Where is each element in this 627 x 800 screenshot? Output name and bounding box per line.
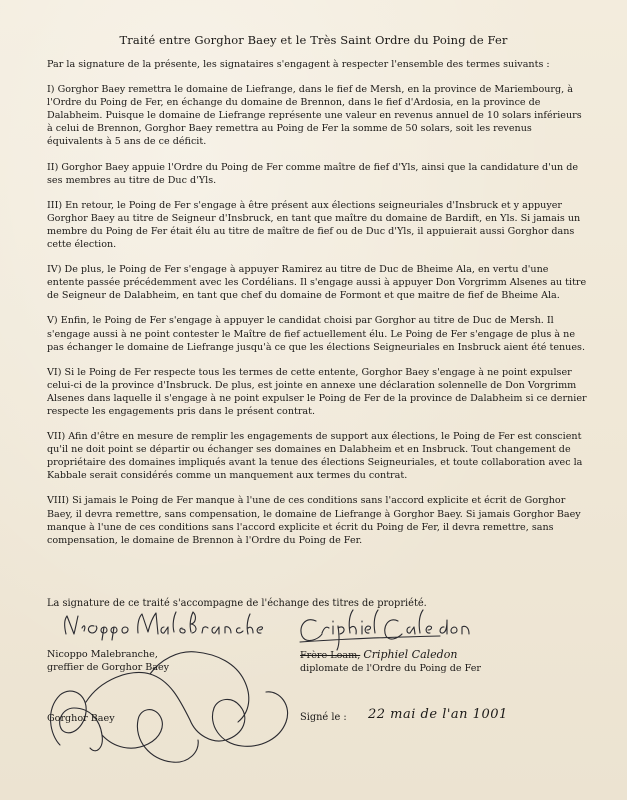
signatory-right-role: diplomate de l'Ordre du Poing de Fer (300, 663, 481, 674)
clause-8: VIII) Si jamais le Poing de Fer manque à l'une de ces conditions sans l'accord explicite et écrit de Gorghor Baey, il devra remettre, sans compensation, le domaine de Liefrange à Gorghor Baey. Si jamais Gorghor Baey manque à l'une de ces conditions sans l'accord explicite et écrit du Poing de Fer, il devra remettre, sans compensation, le domaine de Brennon à l'Ordre du Poing de Fer. (47, 495, 581, 546)
clause-1: I) Gorghor Baey remettra le domaine de Liefrange, dans le fief de Mersh, en la province de Mariembourg, à l'Ordre du Poing de Fer, en échange du domaine de Brennon, dans le fief d'Ardosia, en la province de Dalabheim. Puisque le domaine de Liefrange représente une valeur en revenus annuel de 10 solars inférieurs à celui de Brennon, Gorghor Baey remettra au Poing de Fer la somme de 50 solars, soit les revenus équivalents à 5 ans de ce déficit. (47, 84, 582, 148)
signatory-left (47, 648, 169, 674)
signed-label: Signé le : (300, 712, 347, 723)
clause-4: IV) De plus, le Poing de Fer s'engage à appuyer Ramirez au titre de Duc de Bheime Ala, en vertu d'une entente passée précédemment avec les Cordélians. Il s'engage aussi à appuyer Don Vorgrimm Alsenes au titre de Seigneur de Dalabheim, en tant que chef du domaine de Formont et que maitre de fief de Bheime Ala. (47, 264, 587, 302)
signature-nicoppo (65, 612, 263, 640)
signatory-left-role: greffier de Gorghor Baey (47, 662, 170, 673)
clause-7: VII) Afin d'être en mesure de remplir les engagements de support aux élections, le Poing de Fer est conscient qu'il ne doit point se départir ou échanger ses domaines en Dalabheim et en Insbruck. Tout changement de propriétaire des domaines impliqués avant la tenue des élections Seigneuriales, et toute collaboration avec la Kabbale serait considérés comme un manquement aux termes du contrat. (47, 431, 583, 482)
handwritten-correction: Criphiel Caledon (363, 648, 458, 661)
closing-statement: La signature de ce traité s'accompagne de l'échange des titres de propriété. (47, 598, 427, 609)
treaty-body (47, 58, 587, 559)
clause-6: VI) Si le Poing de Fer respecte tous les termes de cette entente, Gorghor Baey s'engage à ne point expulser celui-ci de la province d'Insbruck. De plus, est jointe en annexe une déclaration solennelle de Don Vorgrimm Alsenes dans laquelle il s'engage à ne point expulser le Poing de Fer de la province de Dalabheim si ce dernier respecte les engagements pris dans le présent contrat. (47, 366, 587, 417)
signatory-left-name: Nicoppo Malebranche, (47, 649, 158, 660)
signatory-right (300, 648, 481, 675)
clause-5: V) Enfin, le Poing de Fer s'engage à appuyer le candidat choisi par Gorghor au titre de Duc de Mersh. Il s'engage aussi à ne point contester le Maître de fief actuellement élu. Le Poing de Fer s'engage de plus à ne pas échanger le domaine de Liefrange jusqu'à ce que les élections Seigneuriales en Insbruck aient été tenues. (47, 315, 586, 353)
document-title: Traité entre Gorghor Baey et le Très Saint Ordre du Poing de Fer (119, 33, 508, 47)
signature-criphiel (300, 610, 469, 650)
clause-2: II) Gorghor Baey appuie l'Ordre du Poing de Fer comme maître de fief d'Yls, ainsi que la candidature d'un de ses membres au titre de Duc d'Yls. (47, 161, 579, 186)
gorghor-label: Gorghor Baey (47, 713, 115, 724)
clause-3: III) En retour, le Poing de Fer s'engage à être présent aux élections seigneuriales d'Insbruck et y appuyer Gorghor Baey au titre de Seigneur d'Insbruck, en tant que maître du domaine de Bardift, en Yls. Si jamais un membre du Poing de Fer était élu au titre de maître de fief ou de Duc d'Yls, il appuierait aussi Gorghor dans cette élection. (47, 199, 581, 251)
intro-paragraph: Par la signature de la présente, les signataires s'engagent à respecter l'ensemble des termes suivants : (47, 59, 550, 70)
signed-date: 22 mai de l'an 1001 (368, 707, 508, 722)
struck-name: Frère Loam, (300, 650, 361, 661)
